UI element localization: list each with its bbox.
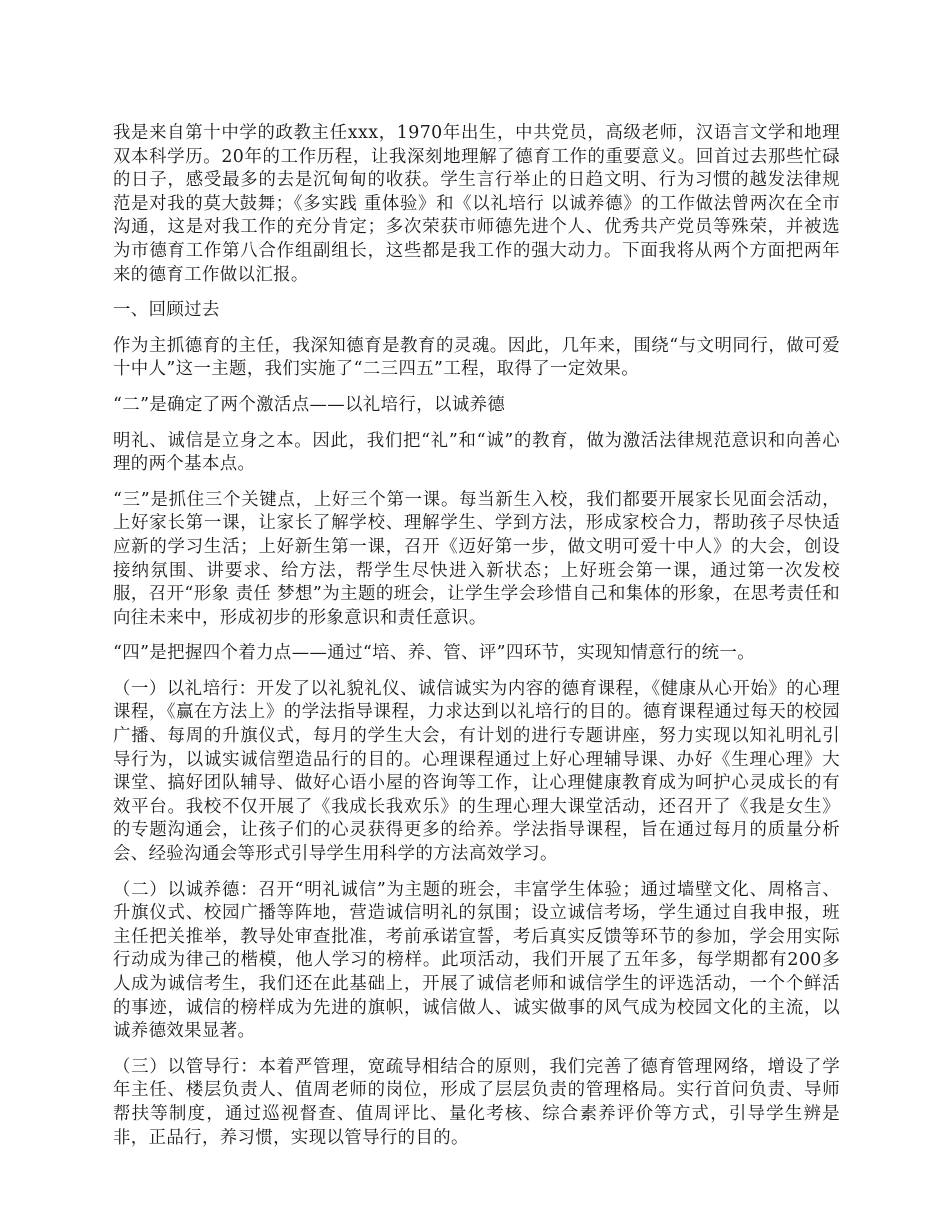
section-three-paragraph: （三）以管导行：本着严管理，宽疏导相结合的原则，我们完善了德育管理网络，增设了学年主任、楼层负责人、值周老师的岗位，形成了层层负责的管理格局。实行首问负责、导师帮扶等制度，通过巡视督查、值周评比、量化考核、综合素养评价等方式，引导学生辨是非，正品行，养习惯，实现以管导行的目的。 xyxy=(113,1056,840,1148)
intro-paragraph: 我是来自第十中学的政教主任xxx，1970年出生，中共党员，高级老师，汉语言文学和地理双本科学历。20年的工作历程，让我深刻地理解了德育工作的重要意义。回首过去那些忙碌的日子，感受最多的去是沉甸甸的收获。学生言行举止的日趋文明、行为习惯的越发法律规范是对我的莫大鼓舞；《多实践 重体验》和《以礼培行 以诚养德》的工作做法曾两次在全市沟通，这是对我工作的充分肯定；多次荣获市师德先进个人、优秀共产党员等殊荣，并被选为市德育工作第八合作组副组长，这些都是我工作的强大动力。下面我将从两个方面把两年来的德育工作做以汇报。 xyxy=(113,123,840,285)
three-key-points-paragraph: “三”是抓住三个关键点，上好三个第一课。每当新生入校，我们都要开展家长见面会活动，上好家长第一课，让家长了解学校、理解学生、学到方法，形成家校合力，帮助孩子尽快适应新的学习生活；上好新生第一课，召开《迈好第一步，做文明可爱十中人》的大会，创设接纳氛围、讲要求、给方法，帮学生尽快进入新状态；上好班会第一课，通过第一次发校服，召开“形象 责任 梦想”为主题的班会，让学生学会珍惜自己和集体的形象，在思考责任和向往未来中，形成初步的形象意识和责任意识。 xyxy=(113,489,840,628)
document-page xyxy=(113,122,840,1162)
review-paragraph: 作为主抓德育的主任，我深知德育是教育的灵魂。因此，几年来，围绕“与文明同行，做可爱十中人”这一主题，我们实施了“二三四五”工程，取得了一定效果。 xyxy=(113,335,840,380)
section-heading-review: 一、回顾过去 xyxy=(113,300,220,321)
section-two-paragraph: （二）以诚养德：召开“明礼诚信”为主题的班会，丰富学生体验；通过墙壁文化、周格言、升旗仪式、校园广播等阵地，营造诚信明礼的氛围；设立诚信考场，学生通过自我申报，班主任把关推举，教导处审查批准，考前承诺宣誓，考后真实反馈等环节的参加，学会用实际行动成为律己的楷模，他人学习的榜样。此项活动，我们开展了五年多，每学期都有200多人成为诚信考生，我们还在此基础上，开展了诚信老师和诚信学生的评选活动，一个个鲜活的事迹，诚信的榜样成为先进的旗帜，诚信做人、诚实做事的风气成为校园文化的主流，以诚养德效果显著。 xyxy=(113,879,840,1042)
section-one-paragraph: （一）以礼培行：开发了以礼貌礼仪、诚信诚实为内容的德育课程，《健康从心开始》的心理课程，《赢在方法上》的学法指导课程，力求达到以礼培行的目的。德育课程通过每天的校园广播、每周的升旗仪式，每月的学生大会，有计划的进行专题讲座，努力实现以知礼明礼引导行为，以诚实诚信塑造品行的目的。心理课程通过上好心理辅导课、办好《生理心理》大课堂、搞好团队辅导、做好心语小屋的咨询等工作，让心理健康教育成为呵护心灵成长的有效平台。我校不仅开展了《我成长我欢乐》的生理心理大课堂活动，还召开了《我是女生》的专题沟通会，让孩子们的心灵获得更多的给养。学法指导课程，旨在通过每月的质量分析会、经验沟通会等形式引导学生用科学的方法高效学习。 xyxy=(113,678,840,865)
four-focus-points-paragraph: “四”是把握四个着力点——通过“培、养、管、评”四环节，实现知情意行的统一。 xyxy=(113,643,756,664)
two-activation-points-paragraph: “二”是确定了两个激活点——以礼培行，以诚养德 xyxy=(113,394,506,415)
etiquette-integrity-paragraph: 明礼、诚信是立身之本。因此，我们把“礼”和“诚”的教育，做为激活法律规范意识和向善心理的两个基本点。 xyxy=(113,430,840,475)
